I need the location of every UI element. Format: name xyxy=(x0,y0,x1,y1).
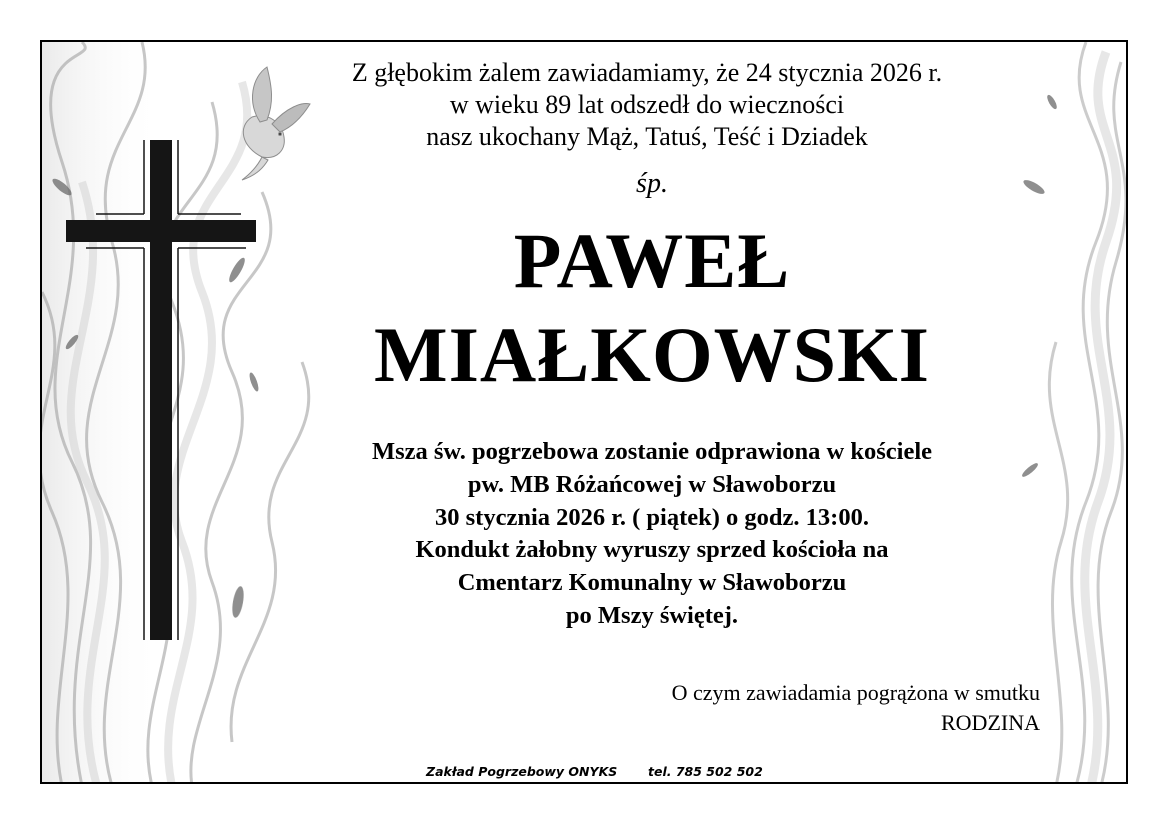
funeral-line: pw. MB Różańcowej w Sławoborzu xyxy=(467,470,837,498)
intro-line: Z głębokim żalem zawiadamiamy, że 24 stycznia 2026 r. xyxy=(351,58,943,87)
funeral-line: Kondukt żałobny wyruszy sprzed kościoła na xyxy=(415,536,889,564)
funeral-home-name: Zakład Pogrzebowy ONYKS xyxy=(426,764,618,779)
funeral-home-footer xyxy=(426,764,763,779)
signature: RODZINA xyxy=(941,710,1040,735)
deceased-first-name: PAWEŁ xyxy=(513,217,791,304)
intro-line: w wieku 89 lat odszedł do wieczności xyxy=(449,90,845,119)
intro-line: nasz ukochany Mąż, Tatuś, Teść i Dziadek xyxy=(426,122,868,151)
funeral-line: 30 stycznia 2026 r. ( piątek) o godz. 13:00. xyxy=(435,503,869,531)
intro-text xyxy=(242,57,1052,153)
funeral-line: Cmentarz Komunalny w Sławoborzu xyxy=(457,569,847,597)
family-signature xyxy=(672,678,1040,738)
closing-line: O czym zawiadamia pogrążona w smutku xyxy=(671,680,1040,705)
deceased-last-name: MIAŁKOWSKI xyxy=(373,311,931,398)
notice-text xyxy=(42,42,1128,784)
funeral-home-phone: tel. 785 502 502 xyxy=(647,764,763,779)
funeral-line: Msza św. pogrzebowa zostanie odprawiona w kościele xyxy=(371,438,933,465)
honorific: śp. xyxy=(636,168,668,199)
funeral-line: po Mszy świętej. xyxy=(565,601,739,629)
obituary-card xyxy=(40,40,1128,784)
funeral-details xyxy=(242,436,1062,633)
